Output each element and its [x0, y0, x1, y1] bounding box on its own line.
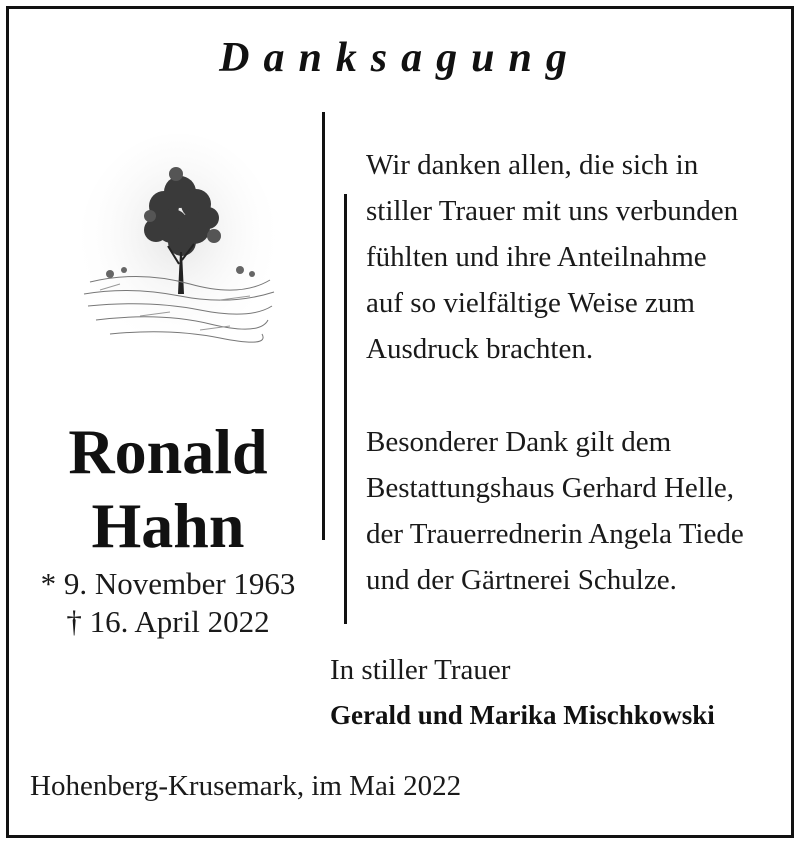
tree-landscape-illustration [80, 134, 276, 364]
divider-line-right [344, 194, 347, 624]
text-line: auf so vielfältige Weise zum [366, 287, 695, 319]
text-line: Besonderer Dank gilt dem [366, 426, 672, 458]
text-line: fühlten und ihre Anteilnahme [366, 241, 707, 273]
place-and-date: Hohenberg-Krusemark, im Mai 2022 [30, 770, 462, 802]
deceased-first-name: Ronald [68, 416, 268, 487]
death-date: † 16. April 2022 [66, 604, 270, 639]
birth-date: * 9. November 1963 [40, 566, 296, 601]
thanks-paragraph-2 [366, 419, 786, 603]
text-line: der Trauerrednerin Angela Tiede [366, 518, 744, 550]
text-line: Wir danken allen, die sich in [366, 149, 699, 181]
text-line: und der Gärtnerei Schulze. [366, 564, 677, 596]
divider-line-left [322, 112, 325, 540]
text-line: Ausdruck brachten. [366, 333, 594, 365]
text-line: stiller Trauer mit uns verbunden [366, 195, 739, 227]
signature-names: Gerald und Marika Mischkowski [330, 700, 715, 730]
signature-intro: In stiller Trauer [330, 654, 511, 686]
notice-heading: Danksagung [219, 35, 581, 81]
thanks-paragraph-1 [366, 142, 786, 372]
deceased-last-name: Hahn [91, 490, 245, 561]
text-line: Bestattungshaus Gerhard Helle, [366, 472, 735, 504]
